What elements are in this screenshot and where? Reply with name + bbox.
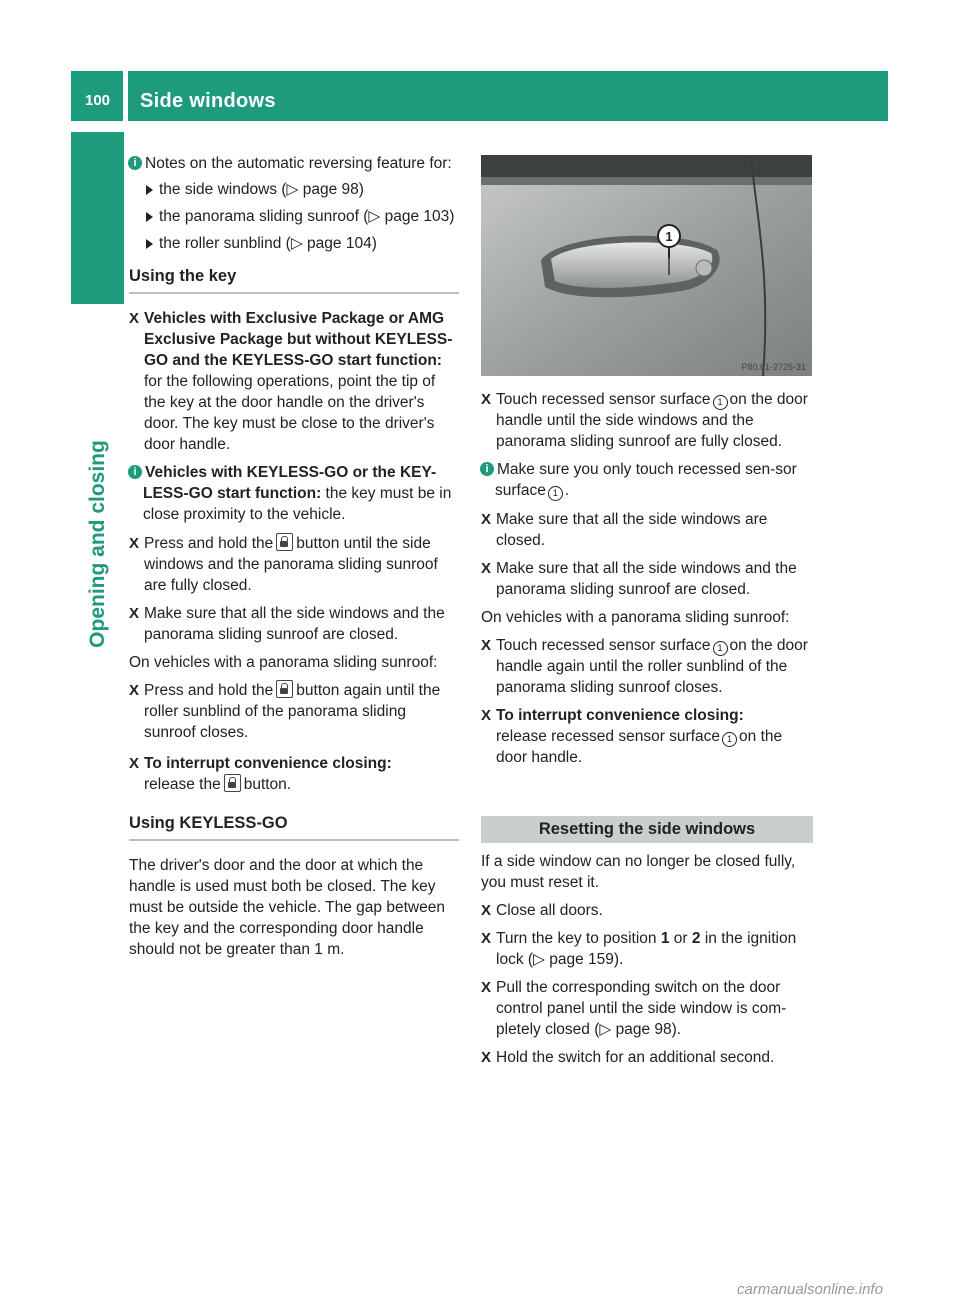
step-marker-icon: X — [481, 930, 492, 947]
reset-paragraph: If a side window can no longer be closed fully, you must reset it. — [481, 853, 796, 891]
step: X Press and hold the button until the side windows and the panorama sliding sunroof are fully closed. — [129, 535, 438, 594]
bullet-icon — [146, 185, 153, 195]
callout-label: 1 — [665, 229, 673, 244]
note-text: Notes on the automatic reversing feature for: — [145, 155, 452, 172]
info-icon: i — [480, 462, 494, 476]
chapter-tab-block — [71, 132, 124, 304]
step-marker-icon: X — [481, 902, 492, 919]
step-marker-icon: X — [129, 310, 140, 327]
note-list — [143, 179, 459, 254]
photo-code: P80.61-2726-31 — [741, 362, 806, 372]
section-title-resetting: Resetting the side windows — [481, 816, 813, 843]
info-note-sensor: i Make sure you only touch recessed sen-sor surface 1 . — [481, 459, 813, 501]
step-marker-icon: X — [481, 560, 492, 577]
list-item: the panorama sliding sunroof (▷ page 103) — [143, 206, 459, 227]
step-marker-icon: X — [481, 979, 492, 996]
lock-key-icon — [276, 533, 293, 551]
step: X Close all doors. — [481, 902, 603, 919]
step: X Vehicles with Exclusive Package or AMG Exclusive Package but without KEYLESS-GO and the KEYLESS-GO start function: for the following operations, point the tip of the key at the door handle on the driver's door. The key must be close to the driver's door handle. — [129, 310, 453, 453]
info-note-keyless: i Vehicles with KEYLESS-GO or the KEY-LESS-GO start function: the key must be in close proximity to the vehicle. — [129, 462, 459, 525]
heading-keyless-go: Using KEYLESS-GO — [129, 814, 288, 832]
sensor-callout-icon: 1 — [713, 395, 728, 410]
step-marker-icon: X — [129, 535, 140, 552]
panorama-intro: On vehicles with a panorama sliding sunroof: — [129, 654, 438, 671]
info-icon: i — [128, 156, 142, 170]
step: X Touch recessed sensor surface 1 on the door handle until the side windows and the panorama sliding sunroof are fully closed. — [481, 391, 808, 450]
chapter-label: Opening and closing — [86, 440, 109, 648]
step: X To interrupt convenience closing: release recessed sensor surface 1 on the door handle. — [481, 707, 783, 766]
step: X Make sure that all the side windows are closed. — [481, 511, 768, 549]
bullet-icon — [146, 239, 153, 249]
step: X Pull the corresponding switch on the door control panel until the side window is com-pletely closed (▷ page 98). — [481, 979, 787, 1038]
bullet-icon — [146, 212, 153, 222]
list-item: the roller sunblind (▷ page 104) — [143, 233, 459, 254]
step-marker-icon: X — [129, 605, 140, 622]
step-marker-icon: X — [129, 755, 140, 772]
sensor-callout-icon: 1 — [713, 641, 728, 656]
sensor-callout-icon: 1 — [548, 486, 563, 501]
step: X Make sure that all the side windows and the panorama sliding sunroof are closed. — [129, 605, 445, 643]
page-header — [71, 71, 888, 121]
step: X Press and hold the button again until the roller sunblind of the panorama sliding sunroof closes. — [129, 682, 441, 741]
left-column — [129, 153, 459, 960]
step: X Touch recessed sensor surface 1 on the door handle again until the roller sunblind of the panorama sliding sunroof closes. — [481, 637, 808, 696]
heading-rule — [129, 292, 459, 294]
heading-using-key: Using the key — [129, 267, 237, 285]
section-heading — [129, 266, 459, 294]
lock-key-icon — [224, 774, 241, 792]
step: X Turn the key to position 1 or 2 in the ignition lock (▷ page 159). — [481, 930, 797, 968]
page-title: Side windows — [140, 90, 276, 112]
lock-key-icon — [276, 680, 293, 698]
step: X Make sure that all the side windows and the panorama sliding sunroof are closed. — [481, 560, 797, 598]
header-divider — [123, 71, 128, 121]
step-marker-icon: X — [481, 391, 492, 408]
step-marker-icon: X — [481, 1049, 492, 1066]
step-marker-icon: X — [129, 682, 140, 699]
step-marker-icon: X — [481, 511, 492, 528]
heading-rule — [129, 839, 459, 841]
watermark: carmanualsonline.info — [737, 1281, 883, 1298]
sensor-callout-icon: 1 — [722, 732, 737, 747]
step-marker-icon: X — [481, 637, 492, 654]
right-column — [481, 389, 813, 1075]
step: X Hold the switch for an additional second. — [481, 1049, 775, 1066]
info-icon: i — [128, 465, 142, 479]
door-handle-photo — [481, 155, 812, 376]
step-marker-icon: X — [481, 707, 492, 724]
panorama-intro: On vehicles with a panorama sliding sunroof: — [481, 609, 790, 626]
step: X To interrupt convenience closing: release the button. — [129, 755, 392, 793]
page-number: 100 — [85, 92, 111, 109]
list-item: the side windows (▷ page 98) — [143, 179, 459, 200]
keyless-paragraph: The driver's door and the door at which the handle is used must both be closed. The key must be outside the vehicle. The gap between the key and the corresponding door handle should not be greater than 1 m. — [129, 857, 445, 958]
info-note-reversing — [129, 153, 459, 254]
section-heading — [129, 813, 459, 841]
